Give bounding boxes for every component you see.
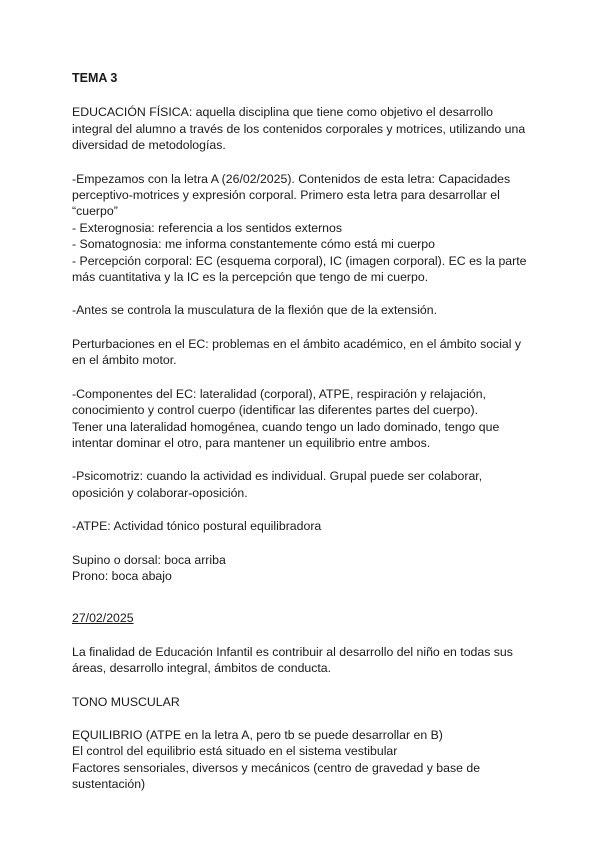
paragraph-componentes: -Componentes del EC: lateralidad (corporal), ATPE, respiración y relajación, conocimiento y control cuerpo (identificar las diferentes partes del cuerpo). <box>72 386 486 418</box>
paragraph-letter-a: -Empezamos con la letra A (26/02/2025). Contenidos de esta letra: Capacidades perceptivo-motrices y expresión corporal. Primero esta letra para desarrollar el “cuerpo” <box>72 171 511 219</box>
paragraph-musculatura: -Antes se controla la musculatura de la flexión que de la extensión. <box>72 303 438 318</box>
line-prono: Prono: boca abajo <box>72 568 172 583</box>
page-title: TEMA 3 <box>72 71 118 85</box>
line-factores: Factores sensoriales, diversos y mecánicos (centro de gravedad y base de sustentación) <box>72 760 481 792</box>
paragraph-lateralidad: Tener una lateralidad homogénea, cuando tengo un lado dominado, tengo que intentar dominar el otro, para mantener un equilibrio entre ambos. <box>72 419 500 450</box>
line-control-equilibrio: El control del equilibrio está situado en el sistema vestibular <box>72 744 398 759</box>
line-equilibrio: EQUILIBRIO (ATPE en la letra A, pero tb se puede desarrollar en B) <box>72 727 443 742</box>
section-date: 27/02/2025 <box>72 611 134 626</box>
line-supino: Supino o dorsal: boca arriba <box>72 552 226 567</box>
paragraph-perturbaciones: Perturbaciones en el EC: problemas en el ámbito académico, en el ámbito social y en el ámbito motor. <box>72 336 522 368</box>
document-body <box>72 70 532 793</box>
list-item-percepcion: - Percepción corporal: EC (esquema corporal), IC (imagen corporal). EC es la parte más cuantitativa y la IC es la percepción que tengo de mi cuerpo. <box>72 253 527 285</box>
paragraph-psicomotriz: -Psicomotriz: cuando la actividad es individual. Grupal puede ser colaborar, oposición y colaborar-oposición. <box>72 469 483 500</box>
heading-tono-muscular: TONO MUSCULAR <box>72 694 180 709</box>
paragraph-finalidad: La finalidad de Educación Infantil es contribuir al desarrollo del niño en todas sus áreas, desarrollo integral, ámbitos de conducta. <box>72 644 513 676</box>
list-item-somatognosia: - Somatognosia: me informa constantemente cómo está mi cuerpo <box>72 237 435 252</box>
paragraph-definition: EDUCACIÓN FÍSICA: aquella disciplina que tiene como objetivo el desarrollo integral del alumno a través de los contenidos corporales y motrices, utilizando una diversidad de metodologías. <box>72 105 526 153</box>
paragraph-atpe: -ATPE: Actividad tónico postural equilibradora <box>72 519 322 534</box>
list-item-exterognosia: - Exterognosia: referencia a los sentidos externos <box>72 220 342 235</box>
